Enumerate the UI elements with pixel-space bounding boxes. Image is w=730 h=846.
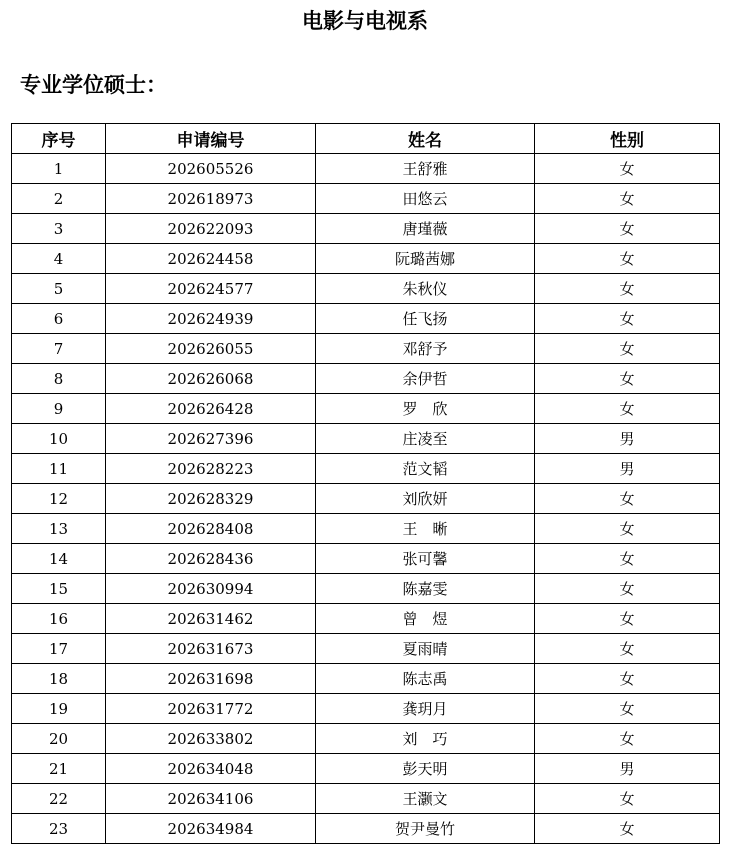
cell-name: 彭天明 [316,754,535,784]
cell-application-no: 202631462 [106,604,316,634]
cell-name: 范文韬 [316,454,535,484]
cell-application-no: 202618973 [106,184,316,214]
cell-gender: 女 [535,394,720,424]
cell-name: 阮璐茜娜 [316,244,535,274]
cell-index: 12 [12,484,106,514]
cell-name: 唐瑾薇 [316,214,535,244]
table-header [12,124,720,154]
cell-name: 曾 煜 [316,604,535,634]
cell-application-no: 202624939 [106,304,316,334]
header-application-no: 申请编号 [106,124,316,154]
table-row [12,574,720,604]
cell-gender: 女 [535,544,720,574]
cell-application-no: 202627396 [106,424,316,454]
table-row [12,514,720,544]
cell-application-no: 202628408 [106,514,316,544]
table-body [12,154,720,844]
header-gender: 性别 [535,124,720,154]
cell-gender: 女 [535,724,720,754]
cell-name: 陈嘉雯 [316,574,535,604]
cell-name: 刘欣妍 [316,484,535,514]
cell-index: 14 [12,544,106,574]
cell-name: 王舒雅 [316,154,535,184]
cell-index: 22 [12,784,106,814]
cell-application-no: 202624577 [106,274,316,304]
cell-application-no: 202634106 [106,784,316,814]
cell-gender: 女 [535,334,720,364]
table-row [12,694,720,724]
cell-index: 2 [12,184,106,214]
table-row [12,244,720,274]
cell-index: 10 [12,424,106,454]
cell-application-no: 202628436 [106,544,316,574]
table-row [12,274,720,304]
cell-name: 罗 欣 [316,394,535,424]
table-row [12,784,720,814]
cell-index: 3 [12,214,106,244]
cell-name: 庄凌至 [316,424,535,454]
cell-index: 16 [12,604,106,634]
cell-gender: 女 [535,514,720,544]
cell-index: 9 [12,394,106,424]
cell-application-no: 202634048 [106,754,316,784]
cell-application-no: 202626428 [106,394,316,424]
cell-name: 龚玥月 [316,694,535,724]
cell-index: 7 [12,334,106,364]
table-row [12,454,720,484]
cell-application-no: 202626055 [106,334,316,364]
cell-application-no: 202631772 [106,694,316,724]
cell-index: 19 [12,694,106,724]
header-name: 姓名 [316,124,535,154]
cell-index: 8 [12,364,106,394]
cell-index: 21 [12,754,106,784]
cell-name: 陈志禹 [316,664,535,694]
cell-name: 任飞扬 [316,304,535,334]
cell-application-no: 202631673 [106,634,316,664]
cell-application-no: 202628329 [106,484,316,514]
cell-name: 贺尹曼竹 [316,814,535,844]
cell-gender: 女 [535,184,720,214]
cell-application-no: 202626068 [106,364,316,394]
cell-name: 张可馨 [316,544,535,574]
cell-index: 4 [12,244,106,274]
cell-index: 13 [12,514,106,544]
cell-application-no: 202624458 [106,244,316,274]
cell-gender: 女 [535,274,720,304]
cell-application-no: 202631698 [106,664,316,694]
cell-name: 刘 巧 [316,724,535,754]
cell-application-no: 202605526 [106,154,316,184]
cell-name: 王 晰 [316,514,535,544]
cell-index: 6 [12,304,106,334]
cell-name: 余伊哲 [316,364,535,394]
cell-name: 邓舒予 [316,334,535,364]
cell-index: 11 [12,454,106,484]
cell-name: 夏雨晴 [316,634,535,664]
table-row [12,424,720,454]
table-row [12,814,720,844]
cell-name: 朱秋仪 [316,274,535,304]
table-row [12,604,720,634]
cell-name: 田悠云 [316,184,535,214]
table-row [12,544,720,574]
cell-gender: 女 [535,634,720,664]
cell-index: 17 [12,634,106,664]
cell-gender: 女 [535,364,720,394]
table-row [12,304,720,334]
cell-gender: 女 [535,694,720,724]
header-row [12,124,720,154]
table-row [12,754,720,784]
document-title: 电影与电视系 [302,9,428,33]
cell-gender: 女 [535,664,720,694]
cell-index: 15 [12,574,106,604]
cell-index: 20 [12,724,106,754]
table-row [12,724,720,754]
table-row [12,184,720,214]
cell-gender: 男 [535,754,720,784]
cell-application-no: 202622093 [106,214,316,244]
cell-gender: 女 [535,304,720,334]
table-row [12,364,720,394]
cell-gender: 女 [535,154,720,184]
cell-gender: 男 [535,424,720,454]
cell-name: 王灏文 [316,784,535,814]
admission-table [11,123,720,844]
header-index: 序号 [12,124,106,154]
cell-gender: 女 [535,574,720,604]
cell-gender: 男 [535,454,720,484]
cell-gender: 女 [535,484,720,514]
section-heading: 专业学位硕士： [20,73,167,97]
table-row [12,154,720,184]
cell-gender: 女 [535,244,720,274]
table-row [12,214,720,244]
cell-gender: 女 [535,784,720,814]
table-row [12,334,720,364]
table-row [12,484,720,514]
cell-index: 23 [12,814,106,844]
cell-application-no: 202633802 [106,724,316,754]
cell-application-no: 202634984 [106,814,316,844]
cell-application-no: 202630994 [106,574,316,604]
cell-index: 1 [12,154,106,184]
cell-gender: 女 [535,214,720,244]
cell-application-no: 202628223 [106,454,316,484]
cell-index: 18 [12,664,106,694]
table-row [12,634,720,664]
table-row [12,664,720,694]
table-row [12,394,720,424]
cell-gender: 女 [535,604,720,634]
cell-gender: 女 [535,814,720,844]
cell-index: 5 [12,274,106,304]
